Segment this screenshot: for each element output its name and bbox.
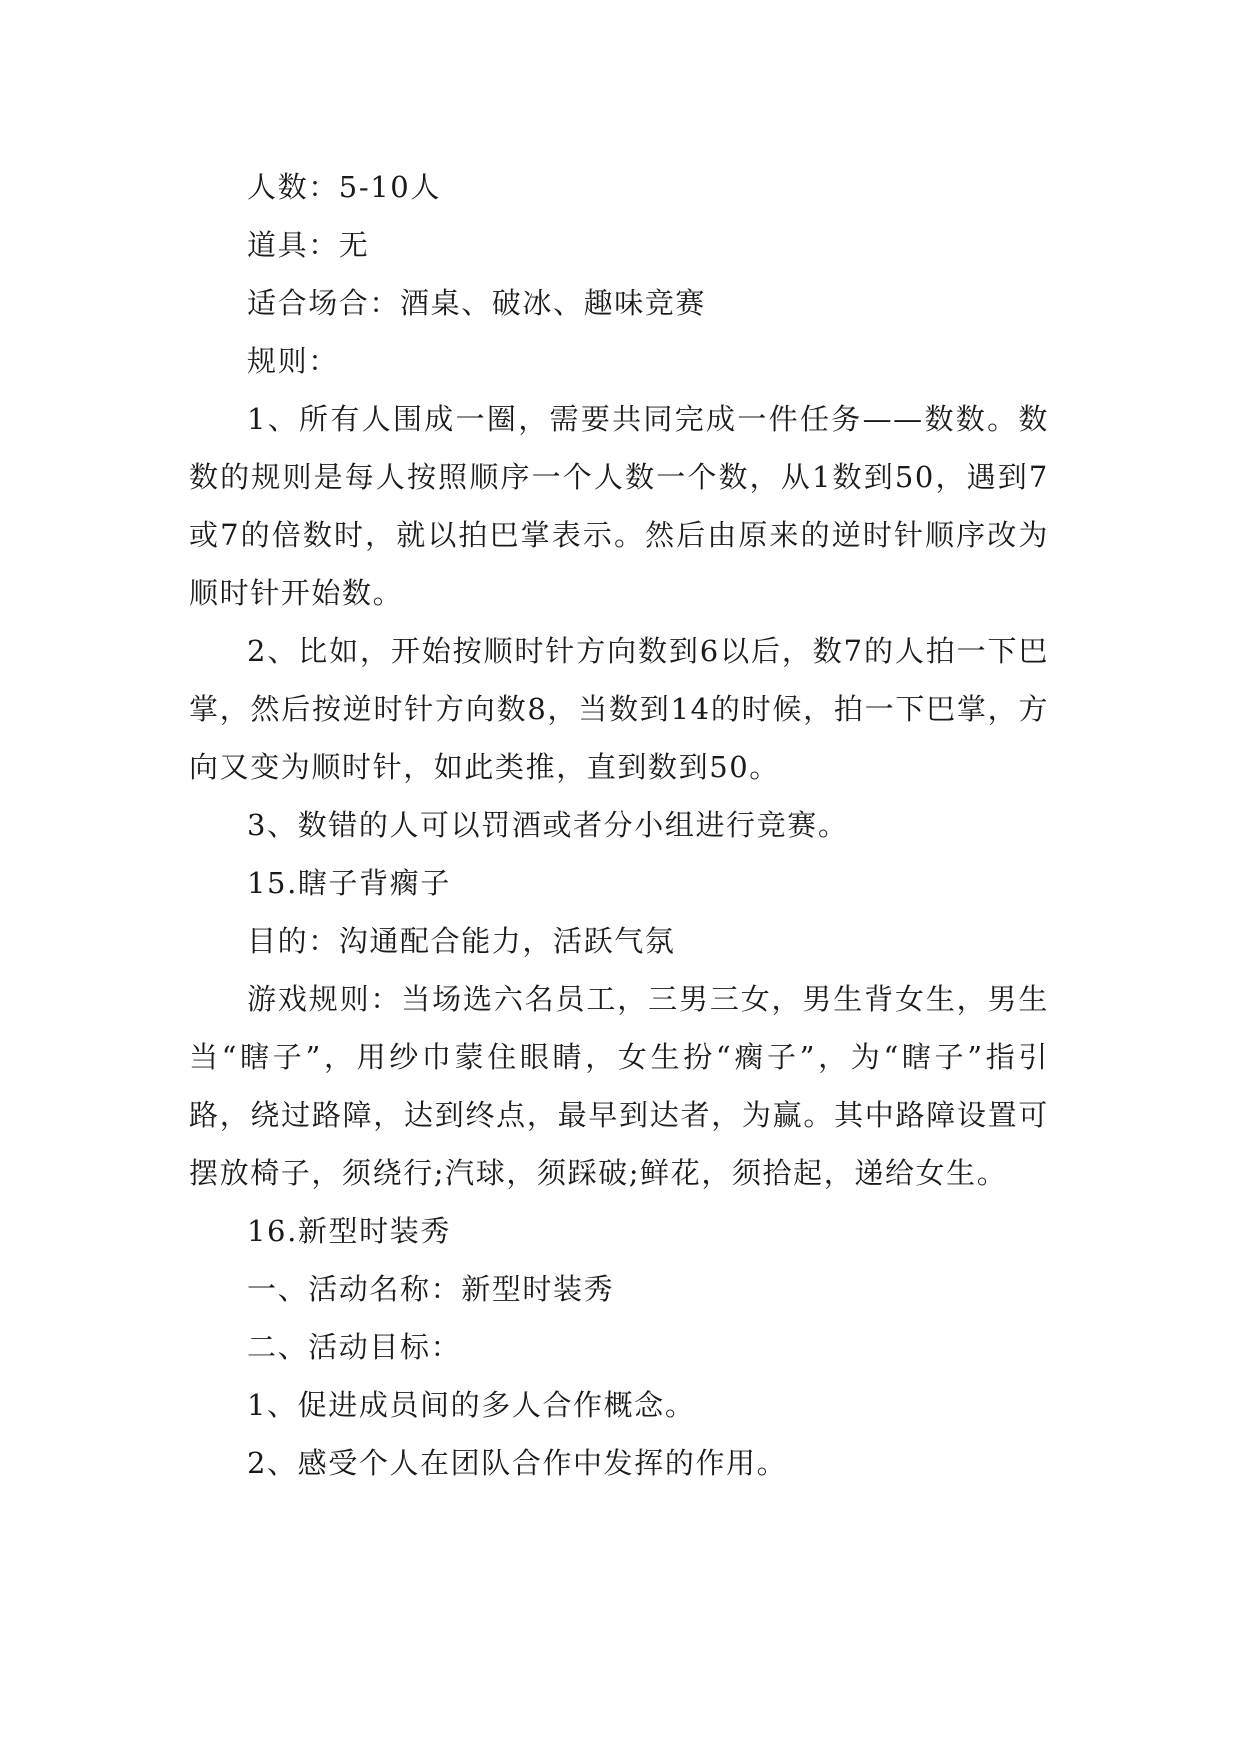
paragraph-game-rules: 游戏规则：当场选六名员工，三男三女，男生背女生，男生当“瞎子”，用纱巾蒙住眼睛，女生扮“瘸子”，为“瞎子”指引路，绕过路障，达到终点，最早到达者，为赢。其中路障设置可摆放椅子，须绕行;汽球，须踩破;鲜花，须拾起，递给女生。 xyxy=(189,982,1049,1190)
paragraph-props: 道具：无 xyxy=(247,228,370,262)
paragraph-goal-2: 2、感受个人在团队合作中发挥的作用。 xyxy=(247,1446,788,1480)
paragraph-activity-goals: 二、活动目标： xyxy=(247,1330,462,1364)
paragraph-rule-1: 1、所有人围成一圈，需要共同完成一件任务——数数。数数的规则是每人按照顺序一个人数一个数，从1数到50，遇到7或7的倍数时，就以拍巴掌表示。然后由原来的逆时针顺序改为顺时针开始数。 xyxy=(189,402,1049,610)
document-body xyxy=(189,158,1049,1492)
paragraph-occasion: 适合场合：酒桌、破冰、趣味竞赛 xyxy=(247,286,707,320)
section-title-15: 15.瞎子背瘸子 xyxy=(247,866,451,900)
paragraph-goal-1: 1、促进成员间的多人合作概念。 xyxy=(247,1388,696,1422)
paragraph-rules-heading: 规则： xyxy=(247,344,339,378)
paragraph-activity-name: 一、活动名称：新型时装秀 xyxy=(247,1272,615,1306)
paragraph-headcount: 人数：5-10人 xyxy=(247,170,441,204)
section-title-16: 16.新型时装秀 xyxy=(247,1214,451,1248)
paragraph-purpose: 目的：沟通配合能力，活跃气氛 xyxy=(247,924,676,958)
paragraph-rule-2: 2、比如，开始按顺时针方向数到6以后，数7的人拍一下巴掌，然后按逆时针方向数8，当数到14的时候，拍一下巴掌，方向又变为顺时针，如此类推，直到数到50。 xyxy=(189,634,1049,784)
paragraph-rule-3: 3、数错的人可以罚酒或者分小组进行竞赛。 xyxy=(247,808,849,842)
